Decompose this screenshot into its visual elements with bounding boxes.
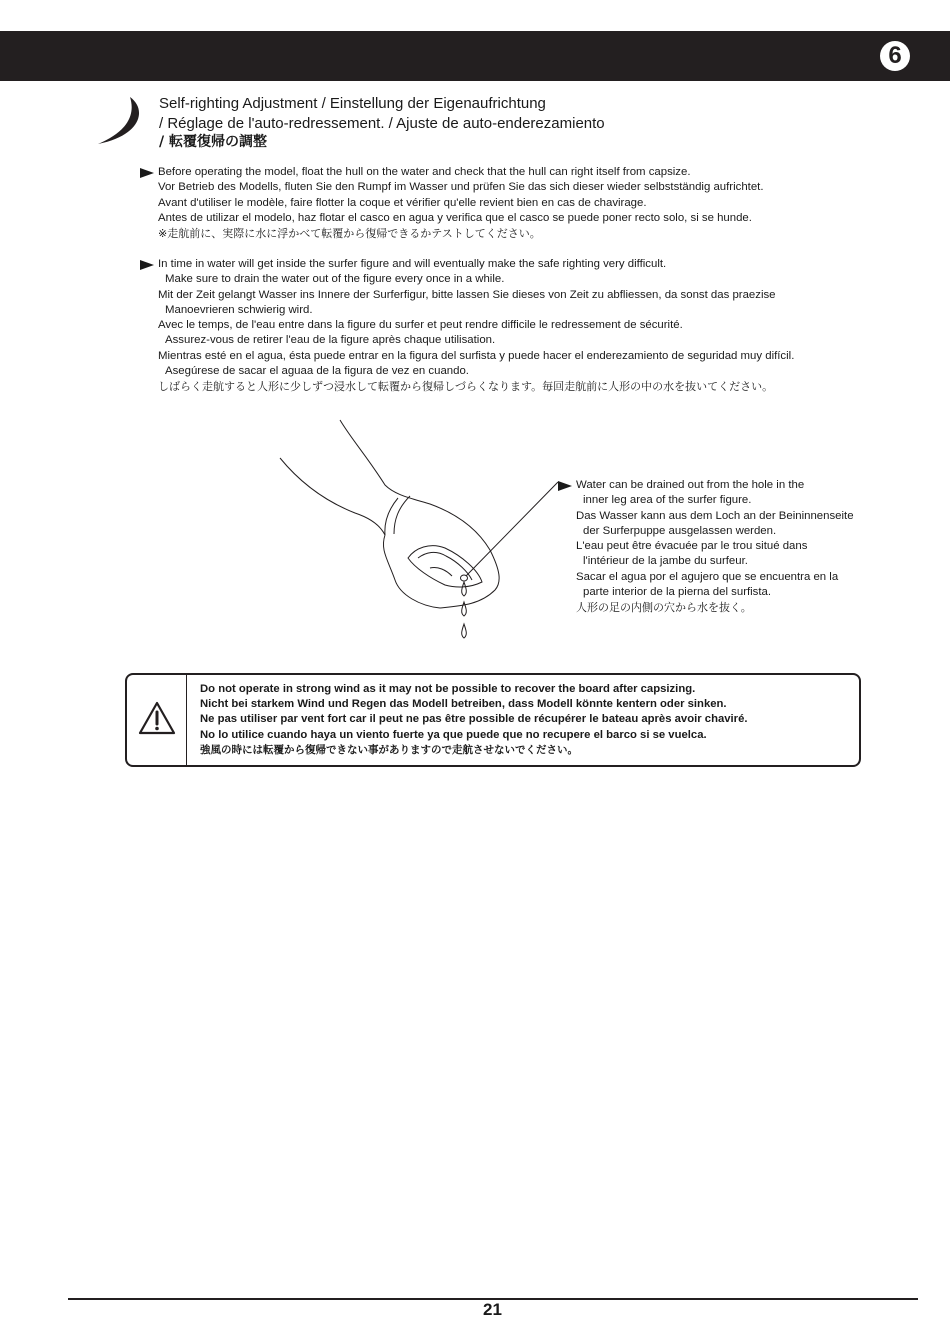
- paragraph-line-jp: ※走航前に、実際に水に浮かべて転覆から復帰できるかテストしてください。: [158, 227, 541, 241]
- paragraph-line-jp: しばらく走航すると人形に少しずつ浸水して転覆から復帰しづらくなります。毎回走航前に人形の中の水を抜いてください。: [158, 380, 774, 394]
- callout-line: parte interior de la pierna del surfista.: [583, 586, 772, 599]
- callout-line: Sacar el agua por el agujero que se encuentra en la: [576, 570, 839, 583]
- warning-line: Nicht bei starkem Wind und Regen das Modell betreiben, dass Modell könnte kentern oder sinken.: [200, 698, 727, 711]
- instruction-paragraph-2: [140, 257, 920, 395]
- paragraph-line: In time in water will get inside the surfer figure and will eventually make the safe righting very difficult.: [158, 258, 667, 270]
- warning-line: No lo utilice cuando haya un viento fuerte ya que puede que no recupere el barco si se vuelca.: [200, 728, 707, 741]
- warning-line: Ne pas utiliser par vent fort car il peut ne pas être possible de récupérer le bateau après avoir chaviré.: [200, 713, 748, 726]
- paragraph-line: Vor Betrieb des Modells, fluten Sie den Rumpf im Wasser und prüfen Sie das sich dieser wieder selbstständig aufrichtet.: [158, 181, 764, 194]
- paragraph-line: Avant d'utiliser le modèle, faire flotter la coque et vérifier qu'elle revient bien en cas de chavirage.: [158, 196, 647, 209]
- warning-box: [125, 673, 861, 767]
- warning-triangle-icon: [138, 700, 176, 736]
- warning-text: [200, 682, 850, 758]
- paragraph-line: Assurez-vous de retirer l'eau de la figure après chaque utilisation.: [165, 334, 496, 347]
- section-title-line: / Réglage de l'auto-redressement. / Ajuste de auto-enderezamiento: [159, 114, 605, 132]
- callout-line: l'intérieur de la jambe du surfeur.: [583, 555, 748, 568]
- paragraph-line: Manoevrieren schwierig wird.: [165, 303, 313, 316]
- callout-line: inner leg area of the surfer figure.: [583, 494, 752, 507]
- paragraph-line: Mit der Zeit gelangt Wasser ins Innere der Surferfigur, bitte lassen Sie dieses von Zeit zu abfliessen, da sonst das praezise: [158, 288, 776, 301]
- paragraph-line: Asegúrese de sacar el aguaa de la figura de vez en cuando.: [165, 365, 469, 378]
- bullet-arrow-icon: [558, 481, 572, 491]
- callout-line: Das Wasser kann aus dem Loch an der Beininnenseite: [576, 509, 854, 522]
- paragraph-line: Avec le temps, de l'eau entre dans la figure du surfer et peut rendre difficile le redressement de sécurité.: [158, 319, 683, 332]
- section-title-line-jp: / 転覆復帰の調整: [159, 134, 267, 150]
- callout-line: der Surferpuppe ausgelassen werden.: [583, 524, 777, 537]
- crescent-icon: [96, 96, 150, 146]
- paragraph-line: Make sure to drain the water out of the figure every once in a while.: [165, 273, 505, 286]
- bullet-arrow-icon: [140, 260, 154, 270]
- callout-line: L'eau peut être évacuée par le trou situé dans: [576, 540, 808, 553]
- bullet-arrow-icon: [140, 168, 154, 178]
- page-number: 21: [483, 1300, 502, 1319]
- paragraph-line: Before operating the model, float the hull on the water and check that the hull can right itself from capsize.: [158, 166, 691, 178]
- chapter-number-badge: 6: [880, 41, 910, 71]
- surfer-leg-illustration: [270, 410, 570, 650]
- section-title-line: Self-righting Adjustment / Einstellung der Eigenaufrichtung: [159, 95, 546, 112]
- instruction-paragraph-1: [140, 165, 920, 241]
- section-title: [159, 94, 919, 153]
- warning-line: Do not operate in strong wind as it may not be possible to recover the board after capsizing.: [200, 683, 696, 695]
- warning-line-jp: 強風の時には転覆から復帰できない事がありますので走航させないでください。: [200, 743, 578, 756]
- paragraph-line: Mientras esté en el agua, ésta puede entrar en la figura del surfista y puede hacer el enderezamiento de seguridad muy difícil.: [158, 349, 795, 362]
- figure-callout: [558, 478, 908, 616]
- callout-line: Water can be drained out from the hole in the: [576, 479, 805, 491]
- warning-icon-cell: [127, 675, 187, 765]
- callout-line-jp: 人形の足の内側の穴から水を抜く。: [576, 601, 752, 615]
- paragraph-line: Antes de utilizar el modelo, haz flotar el casco en agua y verifica que el casco se puede poner recto solo, si se hunde.: [158, 211, 752, 224]
- header-bar: [0, 31, 950, 81]
